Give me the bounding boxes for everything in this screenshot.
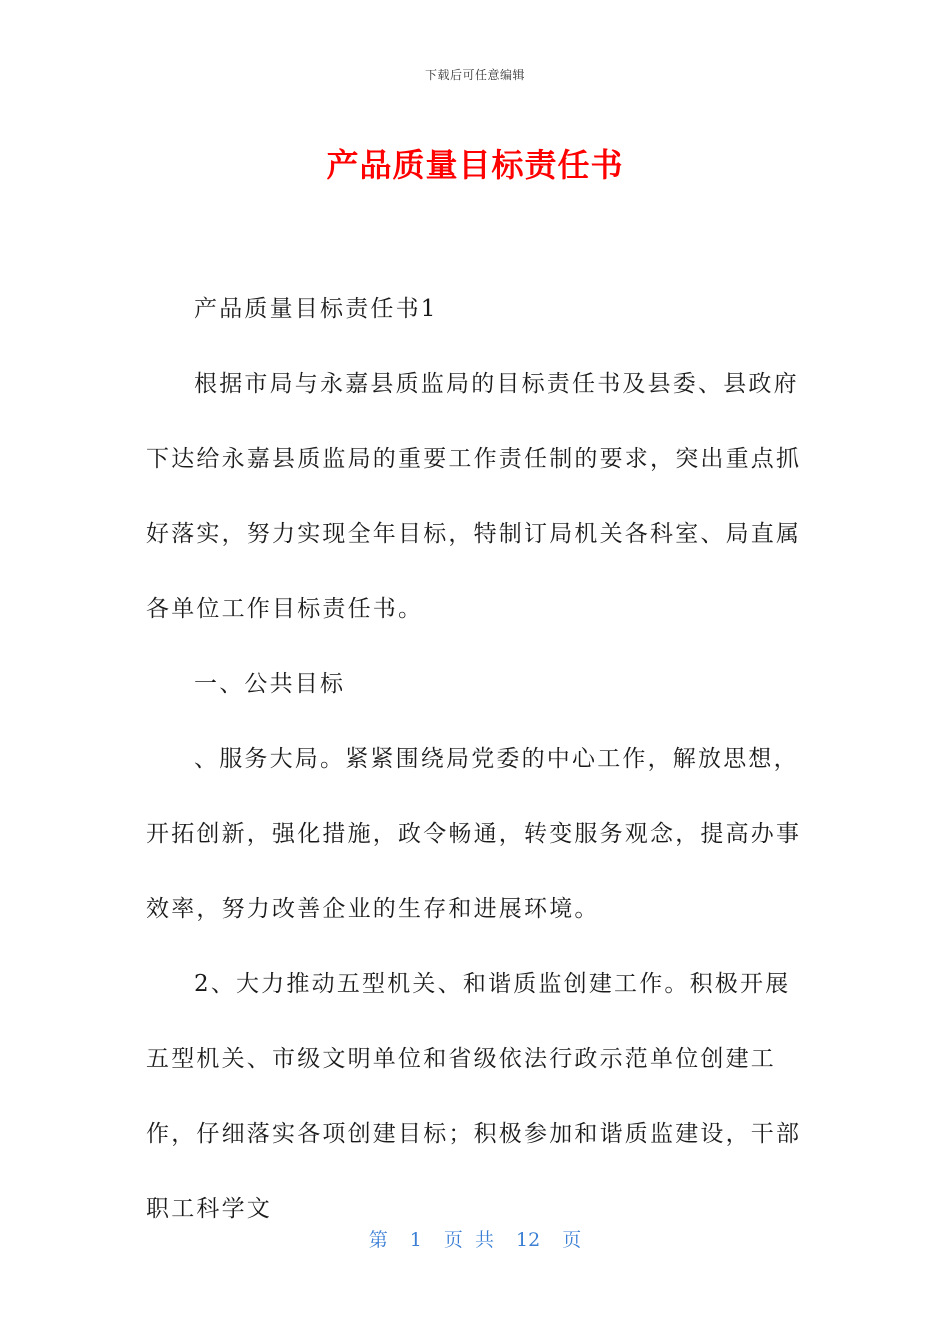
footer-current-page: 1 [409,1229,422,1251]
paragraph-intro: 根据市局与永嘉县质监局的目标责任书及县委、县政府下达给永嘉县质监局的重要工作责任制的要求，突出重点抓好落实，努力实现全年目标，特制订局机关各科室、局直属各单位工作目标责任书。 [146,371,802,622]
header-note: 下载后可任意编辑 [424,68,525,82]
footer-total-pages: 12 [516,1229,541,1251]
page-footer [0,1225,950,1252]
document-title: 产品质量目标责任书 [326,146,624,184]
document-body [146,272,806,1247]
paragraph-public-goals-heading: 一、公共目标 [194,671,346,697]
footer-prefix: 第 [368,1229,388,1251]
footer-suffix: 页 [562,1229,582,1251]
paragraph-item-1: 、服务大局。紧紧围绕局党委的中心工作，解放思想，开拓创新，强化措施，政令畅通，转变服务观念，提高办事效率，努力改善企业的生存和进展环境。 [146,746,802,922]
paragraph-item-2: 2、大力推动五型机关、和谐质监创建工作。积极开展五型机关、市级文明单位和省级依法行政示范单位创建工作，仔细落实各项创建目标；积极参加和谐质监建设，干部职工科学文 [146,971,802,1222]
footer-middle: 页 共 [443,1229,494,1251]
paragraph-section-heading: 产品质量目标责任书1 [194,296,438,322]
